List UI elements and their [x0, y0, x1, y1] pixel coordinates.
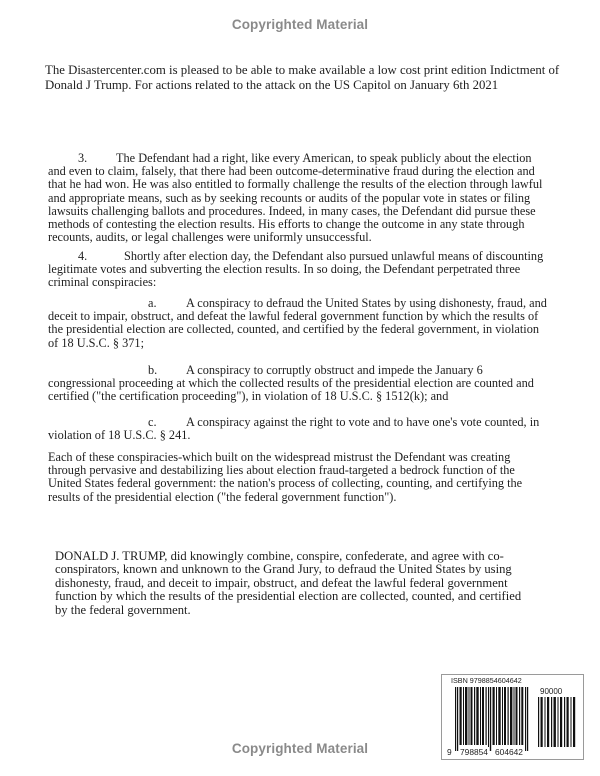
paragraph-text: The Defendant had a right, like every American, to speak publicly about the election and even to claim, falsely, that there had been outcome-determinative fraud during the election and that he had won. He was also entitled to formally challenge the results of the election through lawful and appropriate means, such as by seeking recounts or audits of the popular vote in states or filing lawsuits challenging ballots and procedures. Indeed, in many cases, the Defendant did pursue these methods of contesting the election results. His efforts to change the outcome in any state through recounts, audits, or legal challenges were uniformly unsuccessful. [48, 151, 543, 245]
item-letter: b. [148, 363, 158, 377]
barcode-digit-first: 9 [447, 747, 452, 757]
item-text: A conspiracy to corruptly obstruct and impede the January 6 congressional proceeding at which the collected results of the presidential election are counted and certified ("the certification proceeding"), in violation of 18 U.S.C. § 1512(k); and [48, 363, 534, 404]
copyright-watermark-top: Copyrighted Material [231, 17, 369, 32]
conspiracies-summary: Each of these conspiracies-which built on the widespread mistrust the Defendant was creating through pervasive and destabilizing lies about election fraud-targeted a bedrock function of the United States federal government: the nation's process of collecting, counting, and certifying the results of the presidential election ("the federal government function"). [48, 450, 523, 504]
charge-statement: DONALD J. TRUMP, did knowingly combine, conspire, confederate, and agree with co-conspirators, known and unknown to the Grand Jury, to defraud the United States by using dishonesty, fraud, and deceit to impair, obstruct, and defeat the lawful federal government function by which the results of the presidential election are collected, counted, and certified by the federal government. [55, 549, 522, 617]
copyright-watermark-bottom: Copyrighted Material [231, 741, 369, 756]
paragraph-4 [48, 250, 548, 290]
paragraph-text: Shortly after election day, the Defendant also pursued unlawful means of discounting legitimate votes and subverting the election results. In so doing, the Defendant perpetrated three criminal conspiracies: [48, 249, 544, 290]
conspiracy-a [48, 297, 548, 350]
price-code: 90000 [540, 687, 563, 696]
conspiracy-b [48, 364, 548, 404]
conspiracy-c [48, 416, 548, 442]
price-addon-bars-icon [538, 697, 576, 747]
item-text: A conspiracy against the right to vote and to have one's vote counted, in violation of 18 U.S.C. § 241. [48, 415, 540, 443]
item-text: A conspiracy to defraud the United States by using dishonesty, fraud, and deceit to impair, obstruct, and defeat the lawful federal government function by which the results of the presidential election are collected, counted, and certified by the federal government, in violation of 18 U.S.C. § 371; [48, 296, 547, 350]
paragraph-number: 4. [78, 249, 88, 263]
intro-statement: The Disastercenter.com is pleased to be able to make available a low cost print edition Indictment of Donald J Trump. For actions related to the attack on the US Capitol on January 6th 2021 [45, 63, 560, 92]
item-letter: c. [148, 415, 157, 429]
barcode-digits-left: 798854 [460, 747, 488, 757]
paragraph-number: 3. [78, 151, 88, 165]
item-letter: a. [148, 296, 157, 310]
paragraph-3 [48, 152, 548, 244]
isbn-label: ISBN 9798854604642 [451, 676, 522, 685]
barcode-digits-right: 604642 [495, 747, 523, 757]
